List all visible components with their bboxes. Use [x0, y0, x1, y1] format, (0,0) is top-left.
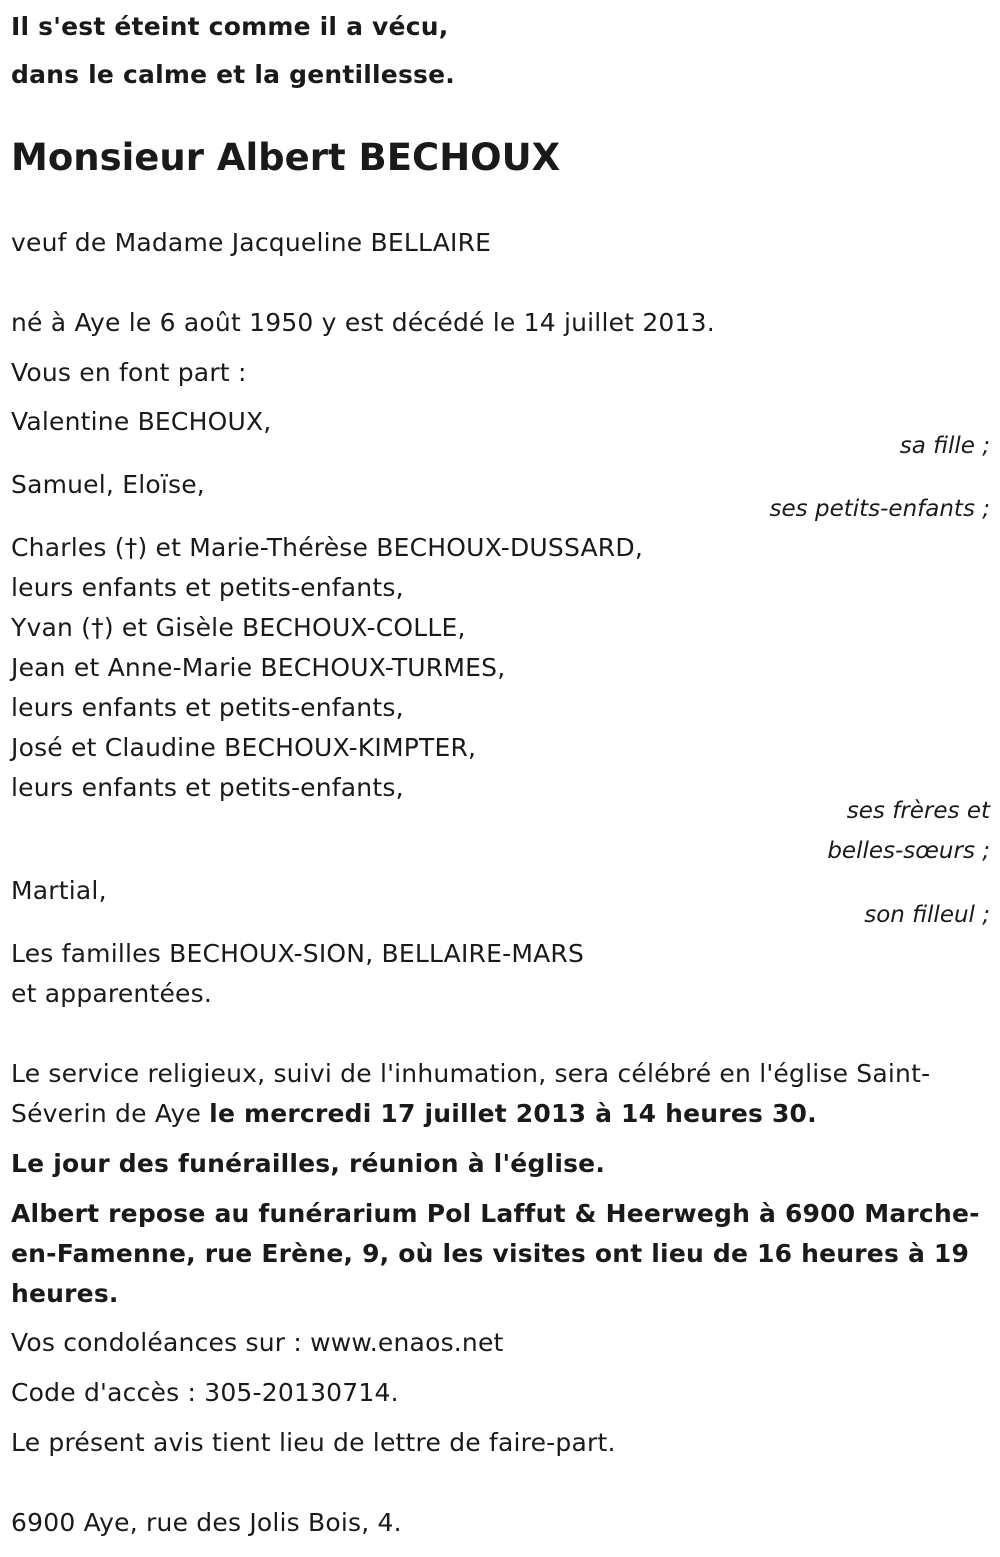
access-code-line: Code d'accès : 305-20130714. — [11, 1378, 399, 1407]
service-datetime: le mercredi 17 juillet 2013 à 14 heures 30. — [209, 1099, 817, 1128]
daughter-name: Valentine BECHOUX, — [11, 407, 272, 436]
sibling-line: Yvan (†) et Gisèle BECHOUX-COLLE, — [11, 613, 466, 642]
sibling-line: leurs enfants et petits-enfants, — [11, 773, 404, 802]
service-place: Séverin de Aye — [11, 1099, 210, 1128]
sibling-line: José et Claudine BECHOUX-KIMPTER, — [11, 733, 477, 762]
daughter-relation: sa fille ; — [899, 433, 990, 459]
sibling-line: Charles (†) et Marie-Thérèse BECHOUX-DUSSARD, — [11, 533, 643, 562]
spouse-line: veuf de Madame Jacqueline BELLAIRE — [11, 228, 492, 257]
service-line-1: Le service religieux, suivi de l'inhumation, sera célébré en l'église Saint- — [11, 1059, 931, 1088]
condolences-line: Vos condoléances sur : www.enaos.net — [11, 1328, 504, 1357]
rest-line-3: heures. — [11, 1279, 119, 1308]
siblings-relation-1: ses frères et — [846, 798, 990, 824]
grandchildren-relation: ses petits-enfants ; — [769, 496, 990, 522]
sibling-line: Jean et Anne-Marie BECHOUX-TURMES, — [11, 653, 506, 682]
birth-death-line: né à Aye le 6 août 1950 y est décédé le 14 juillet 2013. — [11, 308, 715, 337]
sibling-line: leurs enfants et petits-enfants, — [11, 573, 404, 602]
epitaph-line-2: dans le calme et la gentillesse. — [11, 60, 455, 89]
rest-line-1: Albert repose au funérarium Pol Laffut & Heerwegh à 6900 Marche- — [11, 1199, 980, 1228]
service-line-2 — [11, 1099, 817, 1129]
godson-name: Martial, — [11, 876, 107, 905]
gathering-line: Le jour des funérailles, réunion à l'église. — [11, 1149, 606, 1178]
rest-line-2: en-Famenne, rue Erène, 9, où les visites ont lieu de 16 heures à 19 — [11, 1239, 970, 1268]
families-line-1: Les familles BECHOUX-SION, BELLAIRE-MARS — [11, 939, 585, 968]
godson-relation: son filleul ; — [864, 902, 990, 928]
address-line: 6900 Aye, rue des Jolis Bois, 4. — [11, 1508, 402, 1537]
notice-line: Le présent avis tient lieu de lettre de faire-part. — [11, 1428, 616, 1457]
families-line-2: et apparentées. — [11, 979, 212, 1008]
siblings-relation-2: belles-sœurs ; — [827, 838, 990, 864]
deceased-name: Monsieur Albert BECHOUX — [11, 136, 561, 179]
grandchildren-names: Samuel, Eloïse, — [11, 470, 205, 499]
sibling-line: leurs enfants et petits-enfants, — [11, 693, 404, 722]
announcers-intro: Vous en font part : — [11, 358, 247, 387]
epitaph-line-1: Il s'est éteint comme il a vécu, — [11, 12, 449, 41]
